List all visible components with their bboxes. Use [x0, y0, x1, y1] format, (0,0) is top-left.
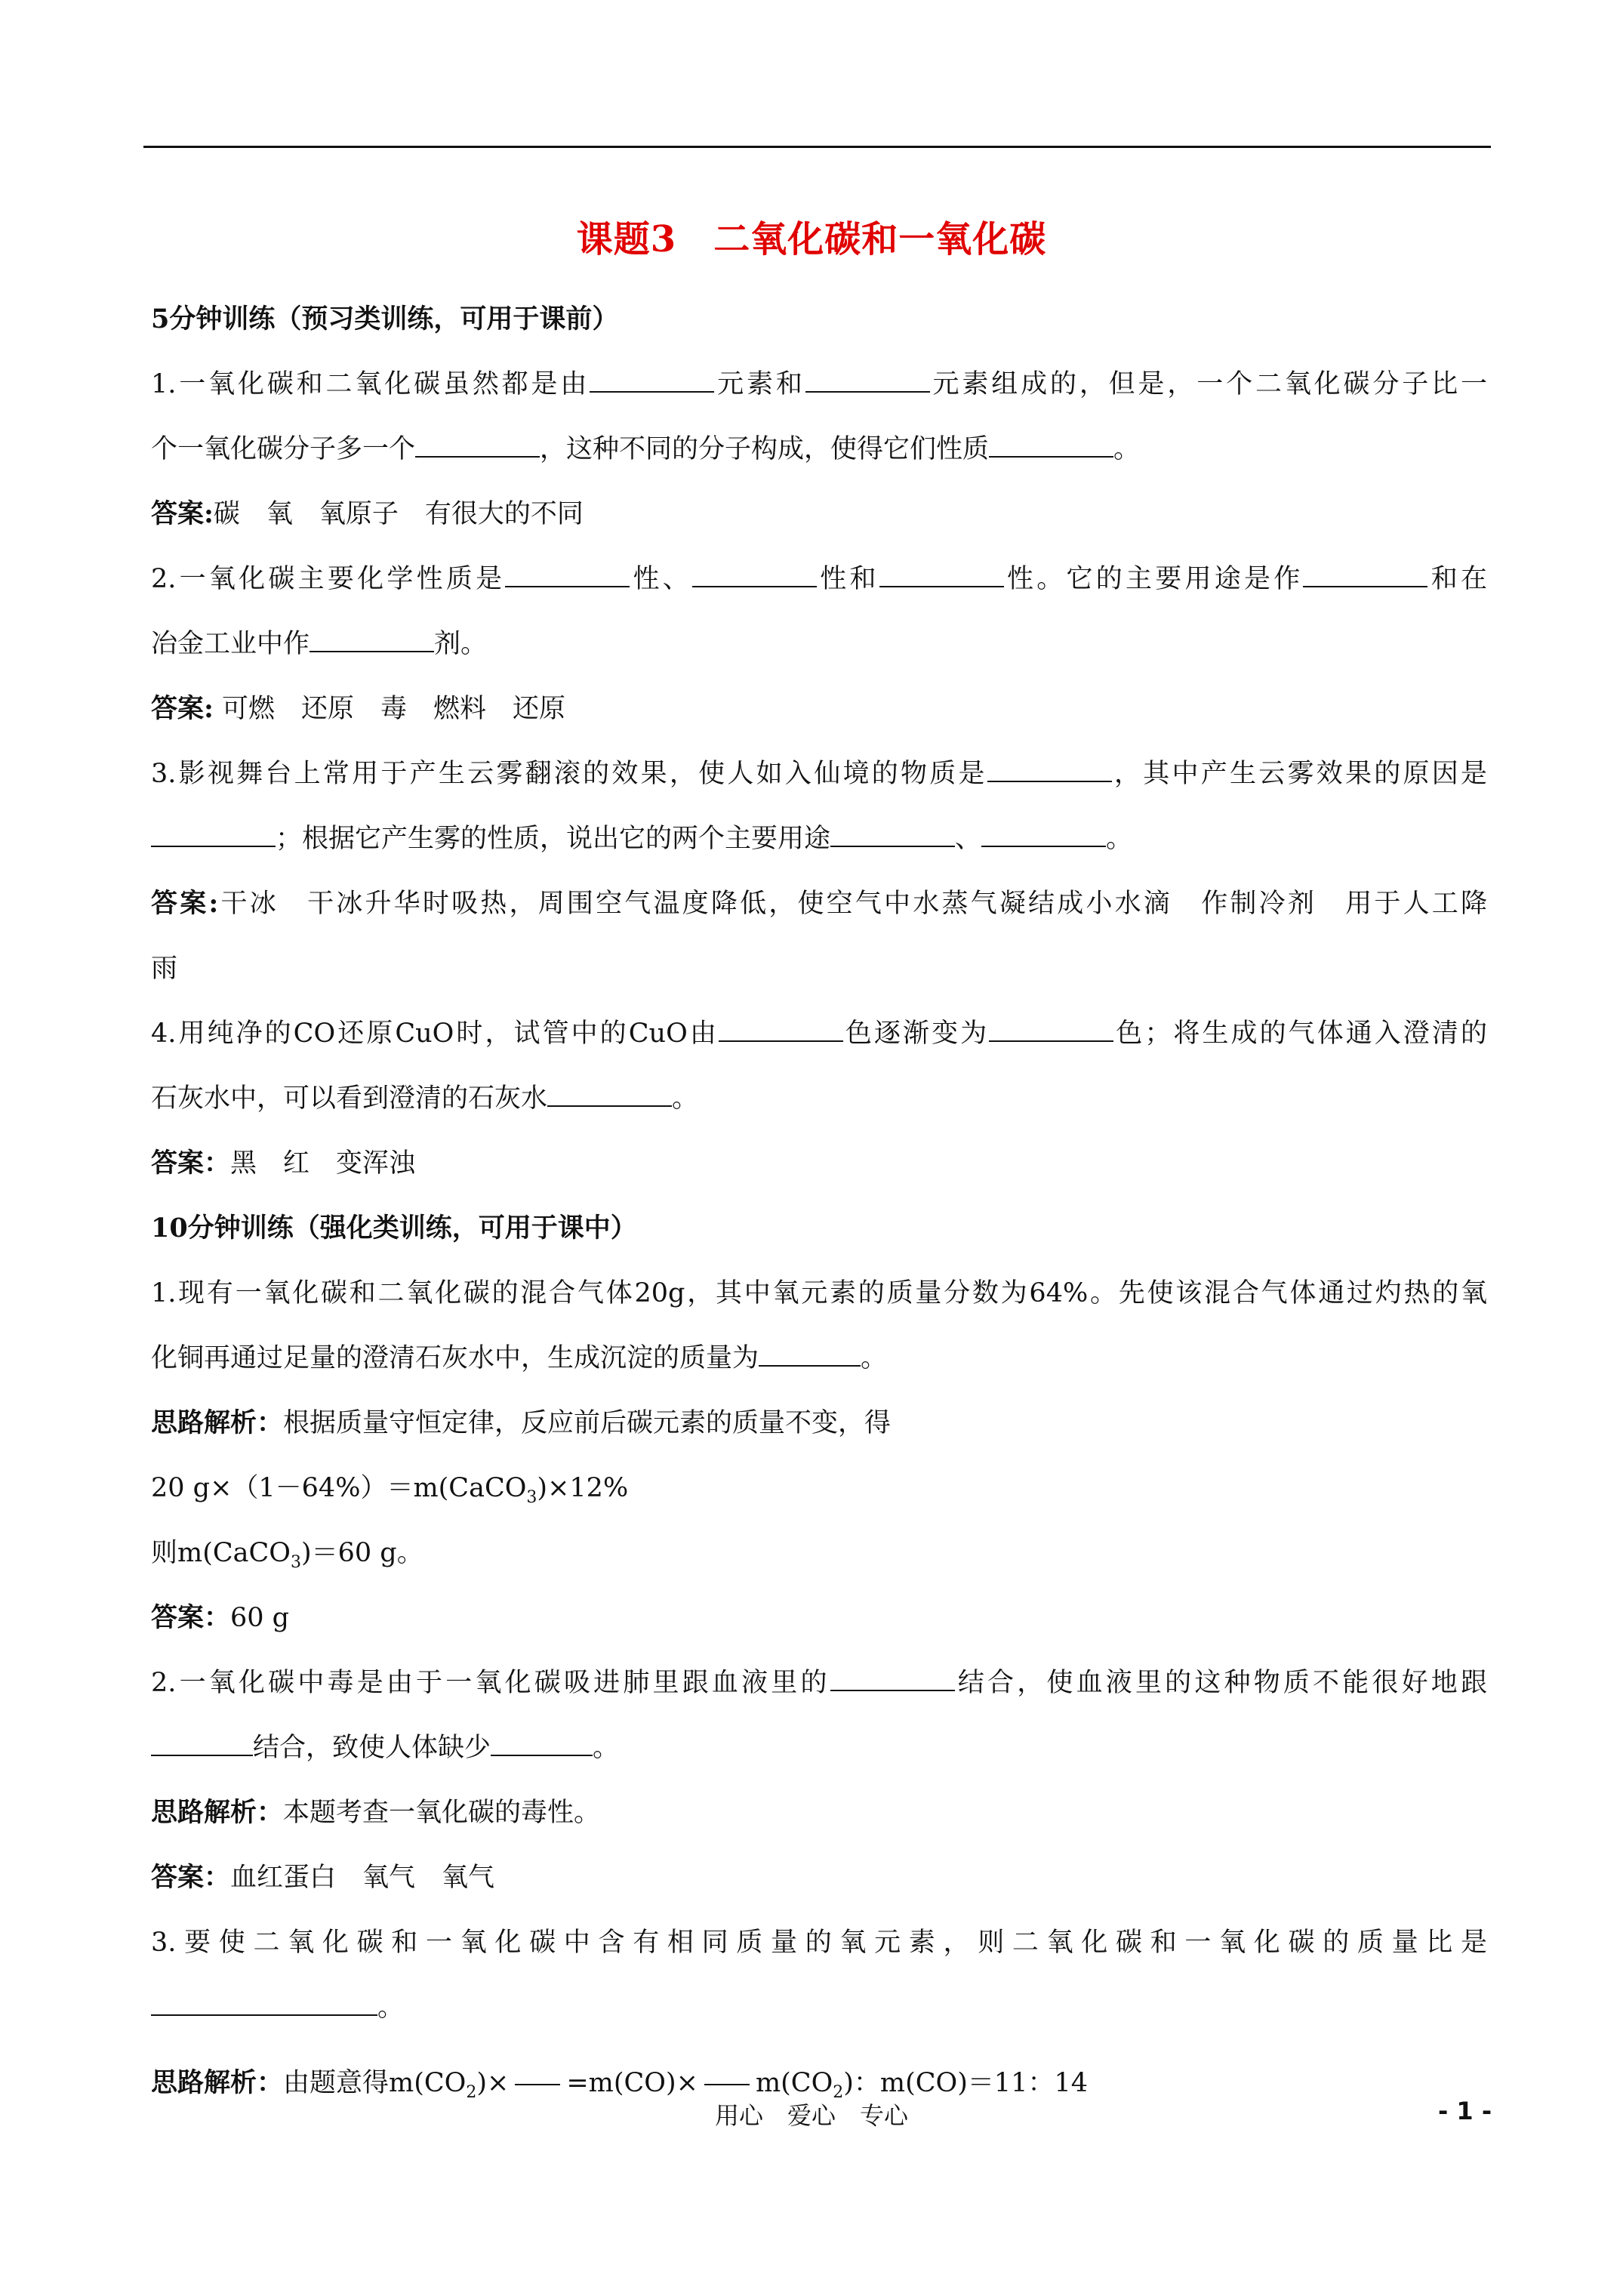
document-body [151, 287, 1487, 2116]
practice-2-line-2: 结合，致使人体缺少 。 [151, 1715, 1487, 1780]
blank [547, 1083, 672, 1107]
practice-1-formula-1: 20 g×（1－64%）＝m(CaCO$_3$)×12% [151, 1473, 629, 1507]
question-2-line-2: 冶金工业中作 剂。 [151, 629, 488, 659]
question-2-line-1: 2.一氧化碳主要化学性质是 性、 性和 性。它的主要用途是作 和在 [151, 564, 1487, 594]
blank [590, 368, 714, 393]
practice-1-hint: 思路解析：根据质量守恒定律，反应前后碳元素的质量不变，得 [151, 1407, 892, 1438]
practice-2-answer: 答案：血红蛋白 氧气 氧气 [151, 1862, 495, 1893]
blank [692, 563, 817, 587]
blank [989, 433, 1113, 458]
practice-3-hint: 思路解析：由题意得$m(CO_2)\times =m(CO)\times m(CO_2)$：m(CO)＝11：14 [151, 2067, 1088, 2102]
blank [415, 433, 540, 458]
practice-1-line-2: 化铜再通过足量的澄清石灰水中，生成沉淀的质量为 。 [151, 1343, 888, 1373]
fraction-bar [704, 2084, 750, 2085]
answer-4: 答案：黑 红 变浑浊 [151, 1148, 416, 1179]
blank [879, 563, 1004, 587]
page-title: 课题3 二氧化碳和一氧化碳 [576, 218, 1047, 260]
practice-1-line-1: 1.现有一氧化碳和二氧化碳的混合气体20g，其中氧元素的质量分数为64%。先使该混合气体通过灼热的氧 [151, 1278, 1487, 1308]
section-heading-10min: 10分钟训练（强化类训练，可用于课中） [151, 1213, 637, 1244]
section-heading-5min: 5分钟训练（预习类训练，可用于课前） [151, 304, 619, 334]
question-3-line-1: 3.影视舞台上常用于产生云雾翻滚的效果，使人如入仙境的物质是 ，其中产生云雾效果的原因是 [151, 759, 1487, 789]
answer-2: 答案: 可燃 还原 毒 燃料 还原 [151, 693, 566, 724]
blank [719, 1018, 843, 1042]
question-1-line-1: 1.一氧化碳和二氧化碳虽然都是由 元素和 元素组成的，但是，一个二氧化碳分子比一 [151, 369, 1487, 399]
practice-3-line-2: 。 [151, 1975, 1487, 2040]
blank [981, 823, 1106, 847]
answer-1: 答案:碳 氧 氧原子 有很大的不同 [151, 498, 584, 529]
header-rule [143, 146, 1491, 148]
question-3-line-2: ；根据它产生雾的性质，说出它的两个主要用途 、 。 [151, 806, 1487, 871]
practice-2-line-1: 2.一氧化碳中毒是由于一氧化碳吸进肺里跟血液里的 结合，使血液里的这种物质不能很好地跟 [151, 1668, 1487, 1698]
answer-3: 答案:干冰 干冰升华时吸热，周围空气温度降低，使空气中水蒸气凝结成小水滴 作制冷剂 用于人工降 [151, 888, 1488, 919]
practice-2-hint: 思路解析：本题考查一氧化碳的毒性。 [151, 1797, 601, 1828]
blank [310, 628, 434, 652]
page-number: - 1 - [1438, 2097, 1492, 2125]
fraction-bar [515, 2084, 560, 2085]
blank [151, 823, 276, 847]
blank [830, 1667, 955, 1691]
answer-3-continued: 雨 [151, 954, 178, 984]
blank [505, 563, 630, 587]
question-4-line-2: 石灰水中，可以看到澄清的石灰水 。 [151, 1083, 699, 1114]
practice-3-line-1: 3.要使二氧化碳和一氧化碳中含有相同质量的氧元素，则二氧化碳和一氧化碳的质量比是 [151, 1928, 1487, 1958]
blank [805, 368, 930, 393]
blank [151, 1992, 377, 2016]
practice-1-formula-2: 则m(CaCO$_3$)＝60 g。 [151, 1538, 423, 1572]
blank [987, 758, 1112, 782]
footer-slogan: 用心 爱心 专心 [714, 2101, 908, 2130]
question-4-line-1: 4.用纯净的CO还原CuO时，试管中的CuO由 色逐渐变为 色；将生成的气体通入澄清的 [151, 1019, 1487, 1049]
blank [830, 823, 955, 847]
blank [989, 1018, 1113, 1042]
blank [491, 1732, 593, 1756]
blank [1303, 563, 1427, 587]
practice-1-answer: 答案：60 g [151, 1602, 290, 1633]
blank [151, 1732, 253, 1756]
blank [759, 1342, 861, 1367]
question-1-line-2: 个一氧化碳分子多一个 ，这种不同的分子构成，使得它们性质 。 [151, 434, 1141, 464]
